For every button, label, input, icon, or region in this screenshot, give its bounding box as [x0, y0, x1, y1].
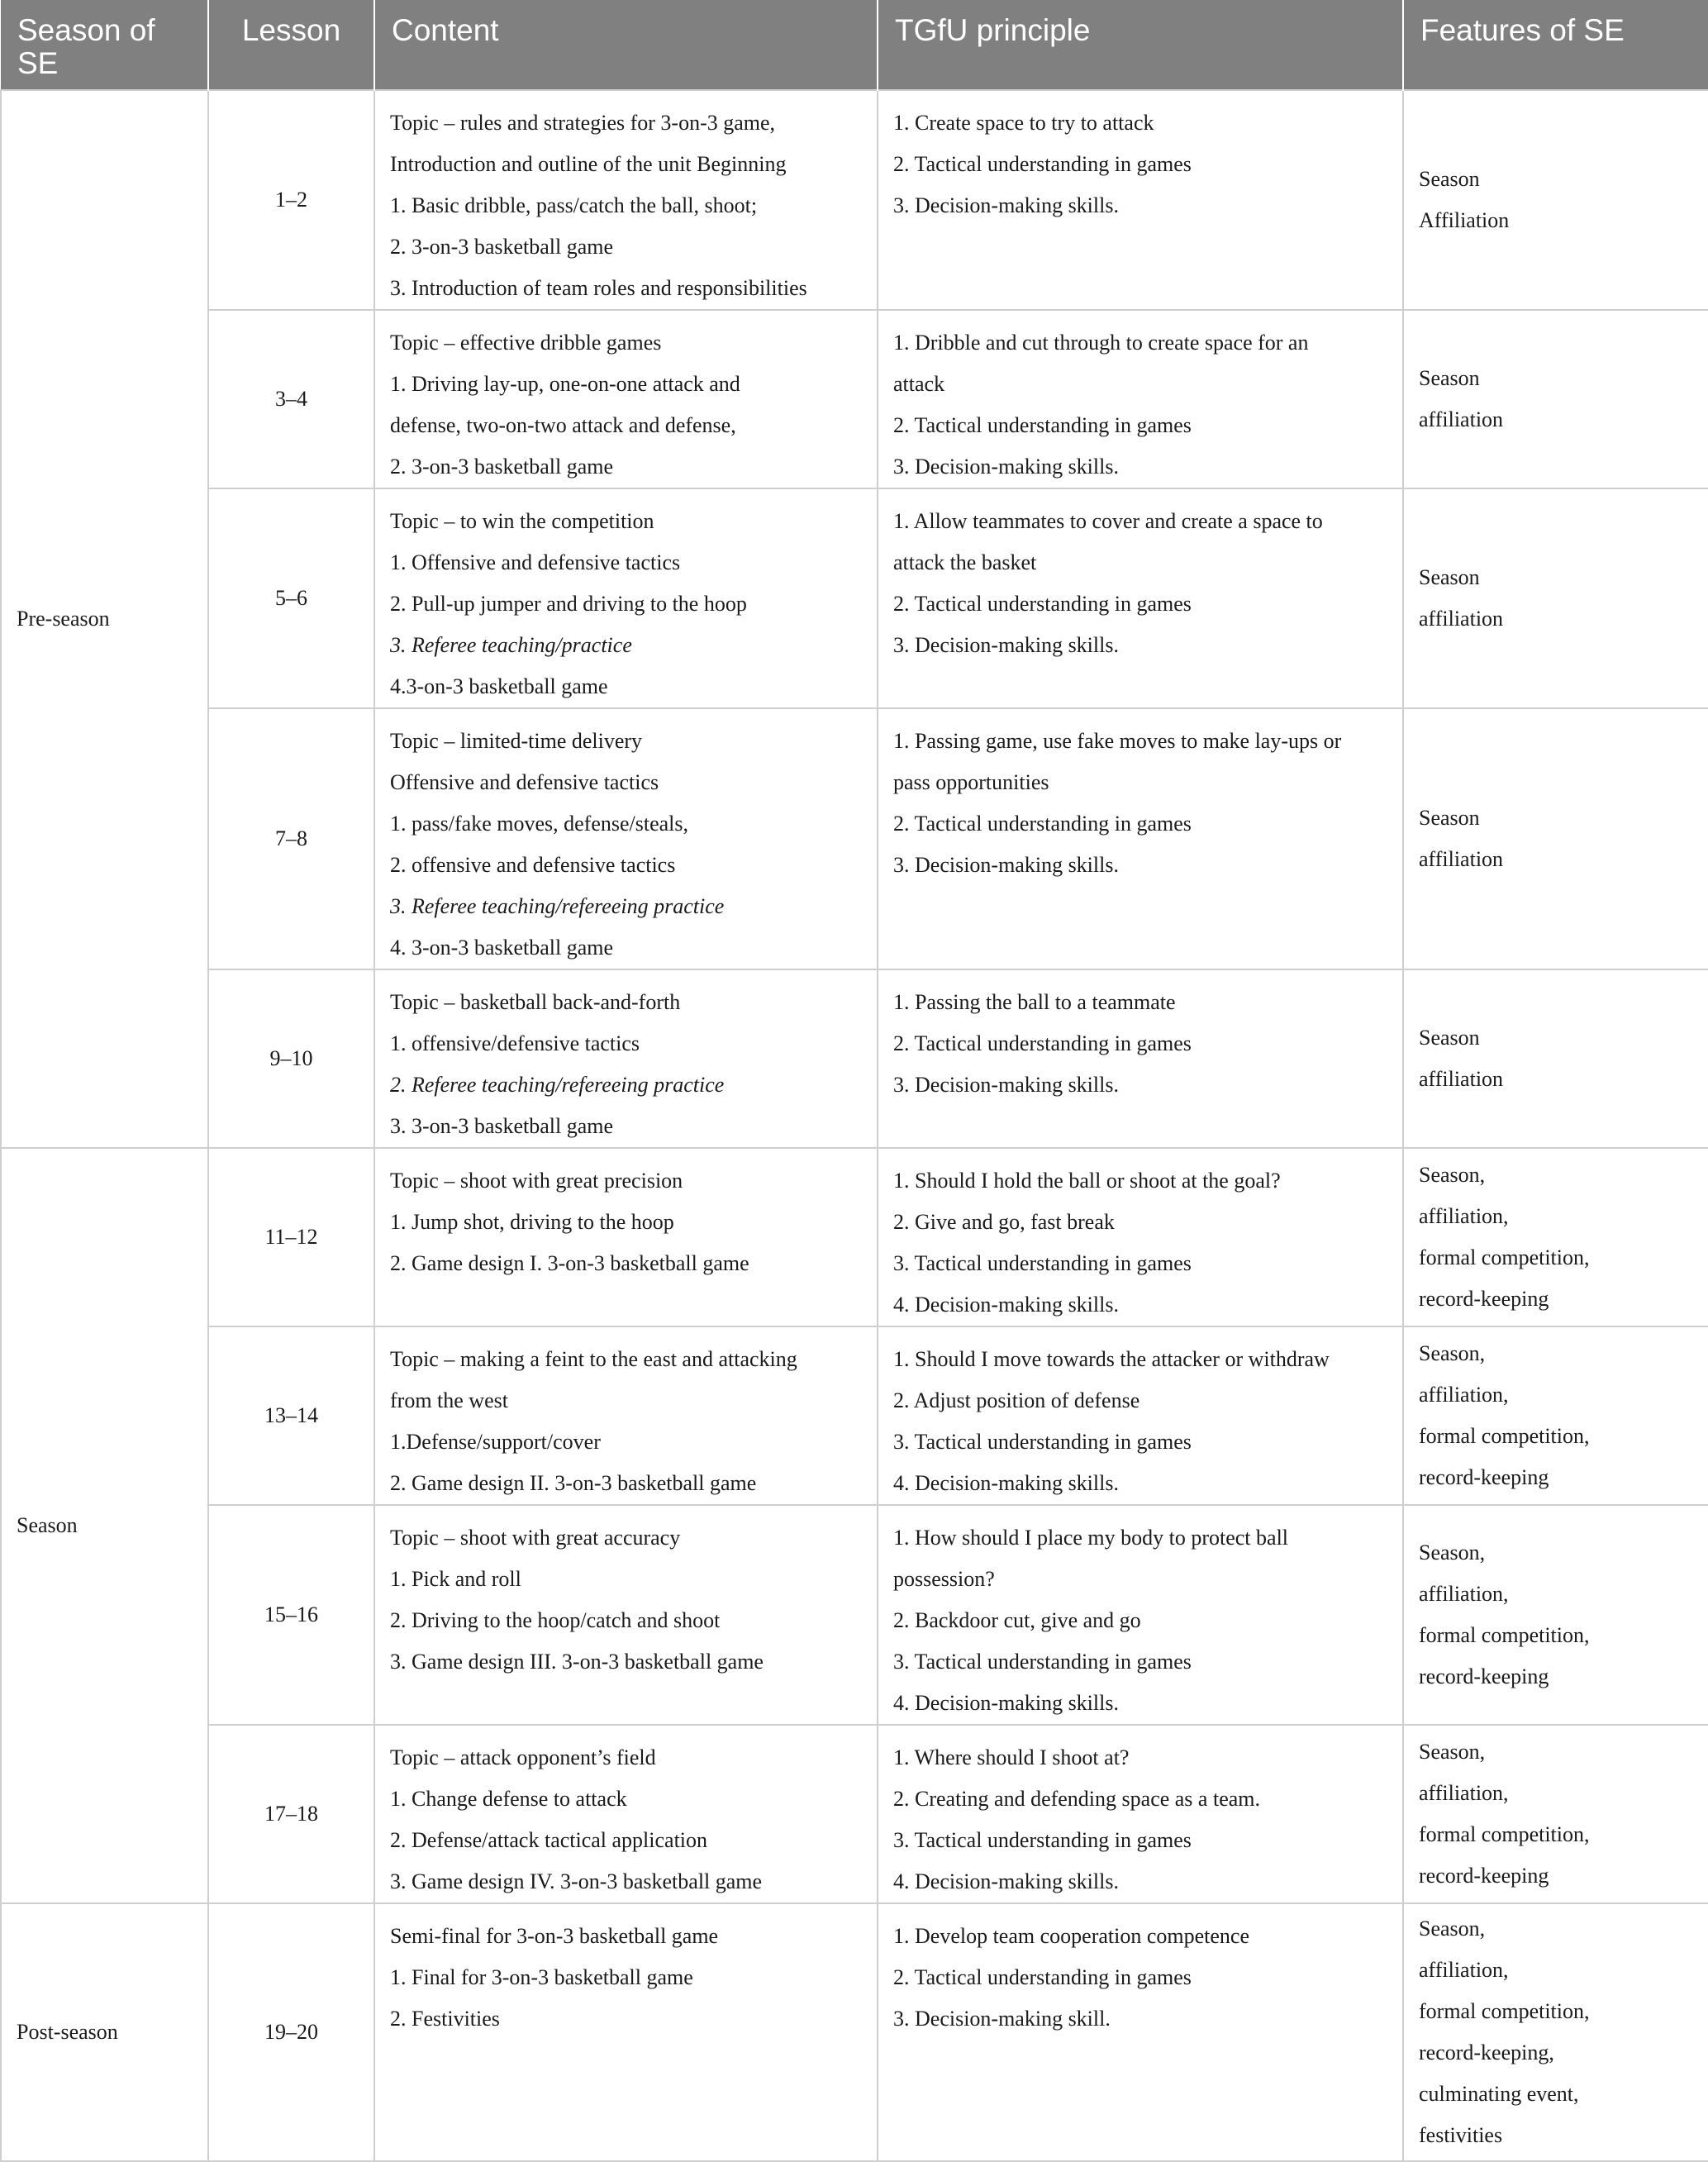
content-line: 4.3-on-3 basketball game	[390, 674, 608, 698]
tgfu-line: 2. Backdoor cut, give and go	[893, 1608, 1141, 1632]
content-line: Semi-final for 3-on-3 basketball game	[390, 1924, 719, 1948]
features-cell	[1403, 969, 1708, 1148]
content-line: Topic – effective dribble games	[390, 331, 662, 355]
feature-line: affiliation	[1419, 407, 1504, 431]
header-row	[1, 0, 1708, 90]
content-line: 3. Game design IV. 3-on-3 basketball game	[390, 1869, 763, 1893]
content-line: 1. Basic dribble, pass/catch the ball, shoot;	[390, 193, 758, 217]
content-line: 1.Defense/support/cover	[390, 1430, 601, 1454]
tgfu-line: 1. Create space to try to attack	[893, 111, 1154, 135]
table-row	[1, 1903, 1708, 2161]
tgfu-line: 3. Tactical understanding in games	[893, 1828, 1192, 1852]
tgfu-line: attack the basket	[893, 550, 1037, 574]
tgfu-line: 2. Tactical understanding in games	[893, 152, 1192, 176]
season-cell-season: Season	[1, 1148, 208, 1903]
content-line: 1. Offensive and defensive tactics	[390, 550, 681, 574]
header-lesson: Lesson	[208, 0, 374, 90]
table-row	[1, 969, 1708, 1148]
feature-line: festivities	[1419, 2123, 1503, 2147]
tgfu-line: 2. Adjust position of defense	[893, 1388, 1140, 1412]
tgfu-cell	[878, 90, 1403, 310]
feature-line: Season,	[1419, 1740, 1486, 1764]
content-line: 1. Driving lay-up, one-on-one attack and	[390, 372, 740, 396]
header-content: Content	[374, 0, 878, 90]
content-line: 1. Change defense to attack	[390, 1787, 627, 1811]
content-line: 3. Introduction of team roles and responsibilities	[390, 276, 807, 300]
lesson-cell: 13–14	[208, 1326, 374, 1505]
content-cell	[374, 1505, 878, 1725]
tgfu-line: 3. Decision-making skills.	[893, 1073, 1119, 1097]
table-row	[1, 708, 1708, 969]
feature-line: Season,	[1419, 1163, 1486, 1187]
feature-line: formal competition,	[1419, 1424, 1590, 1448]
tgfu-line: 4. Decision-making skills.	[893, 1691, 1119, 1715]
season-cell-post: Post-season	[1, 1903, 208, 2161]
feature-line: Season	[1419, 167, 1480, 191]
features-cell	[1403, 708, 1708, 969]
feature-line: record-keeping	[1419, 1864, 1549, 1888]
tgfu-line: 4. Decision-making skills.	[893, 1869, 1119, 1893]
lesson-cell: 1–2	[208, 90, 374, 310]
feature-line: Season	[1419, 1026, 1480, 1050]
header-features: Features of SE	[1403, 0, 1708, 90]
content-line: 2. Pull-up jumper and driving to the hoop	[390, 592, 747, 616]
tgfu-line: pass opportunities	[893, 770, 1049, 794]
lesson-cell: 9–10	[208, 969, 374, 1148]
content-line: 3. Referee teaching/refereeing practice	[390, 894, 725, 918]
tgfu-line: 4. Decision-making skills.	[893, 1471, 1119, 1495]
content-cell	[374, 1148, 878, 1326]
feature-line: record-keeping	[1419, 1287, 1549, 1311]
tgfu-line: 3. Decision-making skills.	[893, 193, 1119, 217]
feature-line: Season,	[1419, 1541, 1486, 1564]
content-line: Introduction and outline of the unit Beginning	[390, 152, 787, 176]
content-cell	[374, 1725, 878, 1903]
tgfu-line: 2. Give and go, fast break	[893, 1210, 1115, 1234]
content-line: 2. 3-on-3 basketball game	[390, 455, 614, 479]
table-row	[1, 90, 1708, 310]
tgfu-line: 4. Decision-making skills.	[893, 1293, 1119, 1317]
tgfu-cell	[878, 1326, 1403, 1505]
tgfu-line: 1. Develop team cooperation competence	[893, 1924, 1249, 1948]
content-line: Topic – limited-time delivery	[390, 729, 643, 753]
features-cell	[1403, 1326, 1708, 1505]
content-line: Topic – shoot with great precision	[390, 1169, 683, 1193]
tgfu-line: attack	[893, 372, 945, 396]
tgfu-cell	[878, 1148, 1403, 1326]
feature-line: affiliation	[1419, 847, 1504, 871]
features-cell	[1403, 488, 1708, 708]
lesson-cell: 19–20	[208, 1903, 374, 2161]
content-cell	[374, 1326, 878, 1505]
feature-line: Affiliation	[1419, 208, 1510, 232]
feature-line: formal competition,	[1419, 1822, 1590, 1846]
feature-line: formal competition,	[1419, 1999, 1590, 2023]
content-line: 2. Referee teaching/refereeing practice	[390, 1073, 725, 1097]
feature-line: culminating event,	[1419, 2082, 1579, 2106]
tgfu-line: 2. Creating and defending space as a team.	[893, 1787, 1260, 1811]
tgfu-line: 1. Should I move towards the attacker or withdraw	[893, 1347, 1330, 1371]
feature-line: formal competition,	[1419, 1245, 1590, 1269]
content-line: 2. Festivities	[390, 2007, 500, 2031]
content-line: Topic – rules and strategies for 3-on-3 game,	[390, 111, 776, 135]
features-cell	[1403, 1903, 1708, 2161]
table-row	[1, 1326, 1708, 1505]
features-cell	[1403, 310, 1708, 488]
content-line: Topic – shoot with great accuracy	[390, 1526, 681, 1550]
feature-line: affiliation	[1419, 1067, 1504, 1091]
content-line: 1. Pick and roll	[390, 1567, 521, 1591]
table-row	[1, 1725, 1708, 1903]
content-line: 1. offensive/defensive tactics	[390, 1031, 640, 1055]
feature-line: affiliation,	[1419, 1781, 1509, 1805]
lesson-cell: 3–4	[208, 310, 374, 488]
season-cell-pre: Pre-season	[1, 90, 208, 1148]
lesson-cell: 11–12	[208, 1148, 374, 1326]
header-season: Season of SE	[1, 0, 208, 90]
content-cell	[374, 310, 878, 488]
tgfu-line: 3. Tactical understanding in games	[893, 1430, 1192, 1454]
content-line: defense, two-on-two attack and defense,	[390, 413, 736, 437]
tgfu-line: 1. Passing game, use fake moves to make lay-ups or	[893, 729, 1342, 753]
content-line: 2. offensive and defensive tactics	[390, 853, 676, 877]
tgfu-line: 3. Decision-making skills.	[893, 853, 1119, 877]
tgfu-line: 2. Tactical understanding in games	[893, 592, 1192, 616]
tgfu-line: 3. Decision-making skill.	[893, 2007, 1111, 2031]
header-tgfu: TGfU principle	[878, 0, 1403, 90]
lesson-cell: 5–6	[208, 488, 374, 708]
tgfu-cell	[878, 1505, 1403, 1725]
content-line: Topic – attack opponent’s field	[390, 1745, 656, 1769]
content-line: 3. 3-on-3 basketball game	[390, 1114, 614, 1138]
feature-line: affiliation,	[1419, 1204, 1509, 1228]
feature-line: affiliation,	[1419, 1582, 1509, 1606]
tgfu-line: 3. Decision-making skills.	[893, 455, 1119, 479]
tgfu-line: possession?	[893, 1567, 995, 1591]
content-line: 2. Game design II. 3-on-3 basketball game	[390, 1471, 757, 1495]
content-cell	[374, 1903, 878, 2161]
content-cell	[374, 708, 878, 969]
content-line: 1. Jump shot, driving to the hoop	[390, 1210, 674, 1234]
content-line: 2. Defense/attack tactical application	[390, 1828, 708, 1852]
tgfu-line: 1. Passing the ball to a teammate	[893, 990, 1176, 1014]
feature-line: affiliation,	[1419, 1383, 1509, 1407]
content-cell	[374, 969, 878, 1148]
tgfu-cell	[878, 310, 1403, 488]
features-cell	[1403, 1725, 1708, 1903]
tgfu-line: 2. Tactical understanding in games	[893, 1031, 1192, 1055]
feature-line: Season	[1419, 806, 1480, 830]
feature-line: record-keeping,	[1419, 2041, 1554, 2064]
lesson-cell: 7–8	[208, 708, 374, 969]
tgfu-line: 3. Decision-making skills.	[893, 633, 1119, 657]
tgfu-line: 2. Tactical understanding in games	[893, 812, 1192, 836]
tgfu-line: 2. Tactical understanding in games	[893, 1965, 1192, 1989]
content-line: 2. Game design I. 3-on-3 basketball game	[390, 1251, 749, 1275]
tgfu-cell	[878, 488, 1403, 708]
content-line: 1. Final for 3-on-3 basketball game	[390, 1965, 693, 1989]
feature-line: affiliation	[1419, 607, 1504, 631]
tgfu-line: 1. Allow teammates to cover and create a space to	[893, 509, 1323, 533]
features-cell	[1403, 1505, 1708, 1725]
tgfu-cell	[878, 1903, 1403, 2161]
tgfu-line: 3. Tactical understanding in games	[893, 1650, 1192, 1674]
content-line: 3. Referee teaching/practice	[390, 633, 632, 657]
content-line: Offensive and defensive tactics	[390, 770, 659, 794]
content-line: 3. Game design III. 3-on-3 basketball game	[390, 1650, 764, 1674]
content-line: Topic – basketball back-and-forth	[390, 990, 681, 1014]
feature-line: Season	[1419, 366, 1480, 390]
table-row	[1, 488, 1708, 708]
tgfu-cell	[878, 969, 1403, 1148]
tgfu-cell	[878, 1725, 1403, 1903]
tgfu-line: 1. Where should I shoot at?	[893, 1745, 1130, 1769]
content-line: Topic – to win the competition	[390, 509, 654, 533]
feature-line: Season,	[1419, 1341, 1486, 1365]
tgfu-line: 1. How should I place my body to protect ball	[893, 1526, 1289, 1550]
content-cell	[374, 488, 878, 708]
tgfu-cell	[878, 708, 1403, 969]
content-line: from the west	[390, 1388, 508, 1412]
tgfu-line: 2. Tactical understanding in games	[893, 413, 1192, 437]
content-line: 2. Driving to the hoop/catch and shoot	[390, 1608, 721, 1632]
table-row	[1, 1148, 1708, 1326]
tgfu-line: 3. Tactical understanding in games	[893, 1251, 1192, 1275]
content-line: Topic – making a feint to the east and attacking	[390, 1347, 797, 1371]
features-cell	[1403, 90, 1708, 310]
feature-line: Season	[1419, 565, 1480, 589]
lesson-cell: 17–18	[208, 1725, 374, 1903]
feature-line: Season,	[1419, 1917, 1486, 1941]
features-cell	[1403, 1148, 1708, 1326]
lesson-cell: 15–16	[208, 1505, 374, 1725]
table-row	[1, 310, 1708, 488]
feature-line: record-keeping	[1419, 1664, 1549, 1688]
content-line: 2. 3-on-3 basketball game	[390, 235, 614, 259]
content-line: 1. pass/fake moves, defense/steals,	[390, 812, 689, 836]
table-row	[1, 1505, 1708, 1725]
tgfu-line: 1. Dribble and cut through to create space for an	[893, 331, 1309, 355]
feature-line: formal competition,	[1419, 1623, 1590, 1647]
feature-line: record-keeping	[1419, 1465, 1549, 1489]
feature-line: affiliation,	[1419, 1958, 1509, 1982]
content-cell	[374, 90, 878, 310]
content-line: 4. 3-on-3 basketball game	[390, 936, 614, 960]
tgfu-line: 1. Should I hold the ball or shoot at the goal?	[893, 1169, 1281, 1193]
